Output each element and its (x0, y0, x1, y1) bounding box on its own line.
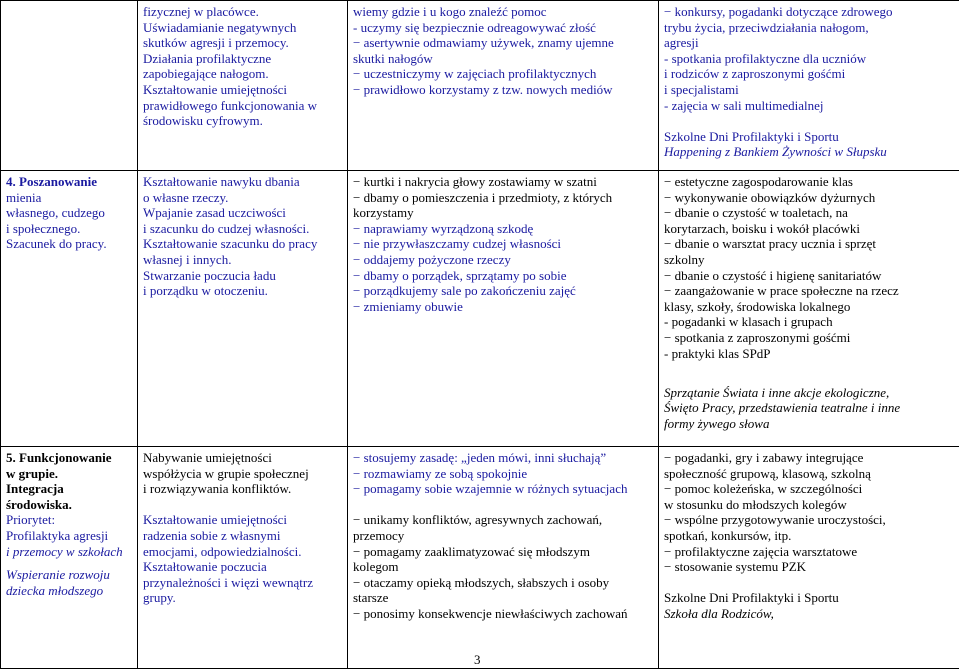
text-line: Kształtowanie poczucia (143, 559, 342, 575)
text-line: Kształtowanie nawyku dbania (143, 174, 342, 190)
text-line: Priorytet: (6, 512, 132, 528)
text-line: − unikamy konfliktów, agresywnych zachowań, (353, 512, 653, 528)
text-line: i rozwiązywania konfliktów. (143, 481, 342, 497)
row3-priority (6, 512, 132, 559)
text-line: trybu życia, przeciwdziałania nałogom, (664, 20, 959, 36)
text-line: Kształtowanie umiejętności (143, 82, 342, 98)
text-line: − oddajemy pożyczone rzeczy (353, 252, 653, 268)
text-line: − ponosimy konsekwencje niewłaściwych zachowań (353, 606, 653, 622)
text-line: − spotkania z zaproszonymi gośćmi (664, 330, 959, 346)
text-line: środowisku cyfrowym. (143, 113, 342, 129)
text-line: skutki nałogów (353, 51, 653, 67)
text-line: Szacunek do pracy. (6, 236, 132, 252)
text-line: Nabywanie umiejętności (143, 450, 342, 466)
text-line: Stwarzanie poczucia ładu (143, 268, 342, 284)
row1-effects-cell (348, 1, 659, 171)
text-line: − dbamy o porządek, sprzątamy po sobie (353, 268, 653, 284)
text-line: skutków agresji i przemocy. (143, 35, 342, 51)
text-line: emocjami, odpowiedzialności. (143, 544, 342, 560)
text-line: i społecznego. (6, 221, 132, 237)
text-line: agresji (664, 35, 959, 51)
text-line: - praktyki klas SPdP (664, 346, 959, 362)
text-line: Szkolne Dni Profilaktyki i Sportu (664, 590, 959, 606)
text-line: − pomagamy zaaklimatyzować się młodszym (353, 544, 653, 560)
text-line: przynależności i więzi wewnątrz (143, 575, 342, 591)
row3-forms-cell (659, 447, 959, 669)
text-line: − nie przywłaszczamy cudzej własności (353, 236, 653, 252)
text-line: radzenia sobie z własnymi (143, 528, 342, 544)
page-number: 3 (474, 652, 481, 667)
table-row (1, 171, 959, 447)
text-line: kolegom (353, 559, 653, 575)
text-line: Wspieranie rozwoju (6, 567, 132, 583)
text-line: Szkolne Dni Profilaktyki i Sportu (664, 129, 959, 145)
text-line: i porządku w otoczeniu. (143, 283, 342, 299)
text-line: − stosujemy zasadę: „jeden mówi, inni słuchają” (353, 450, 653, 466)
text-line: Działania profilaktyczne (143, 51, 342, 67)
text-line: o własne rzeczy. (143, 190, 342, 206)
row1-forms-cell (659, 1, 959, 171)
table-row (1, 1, 959, 171)
text-line: - zajęcia w sali multimedialnej (664, 98, 959, 114)
row3-effects-cell (348, 447, 659, 669)
text-line: Święto Pracy, przedstawienia teatralne i inne (664, 400, 959, 416)
text-line: − otaczamy opieką młodszych, słabszych i osoby (353, 575, 653, 591)
text-line: własnego, cudzego (6, 205, 132, 221)
row3-effects-a (353, 450, 653, 497)
text-line: 4. Poszanowanie (6, 174, 132, 190)
row1-forms-list (664, 4, 959, 113)
text-line: Kształtowanie umiejętności (143, 512, 342, 528)
text-line: − wykonywanie obowiązków dyżurnych (664, 190, 959, 206)
text-line: − zaangażowanie w prace społeczne na rzecz (664, 283, 959, 299)
text-line: w stosunku do młodszych kolegów (664, 497, 959, 513)
text-line: − asertywnie odmawiamy używek, znamy ujemne (353, 35, 653, 51)
text-line: − porządkujemy sale po zakończeniu zajęć (353, 283, 653, 299)
text-line: prawidłowego funkcjonowania w (143, 98, 342, 114)
text-line: zapobiegające nałogom. (143, 66, 342, 82)
text-line: przemocy (353, 528, 653, 544)
row3-tasks-a (143, 450, 342, 497)
text-line: − profilaktyczne zajęcia warsztatowe (664, 544, 959, 560)
text-line: − uczestniczymy w zajęciach profilaktycznych (353, 66, 653, 82)
text-line: korzystamy (353, 205, 653, 221)
text-line: Szkoła dla Rodziców, (664, 606, 959, 622)
text-line: − zmieniamy obuwie (353, 299, 653, 315)
text-line: i specjalistami (664, 82, 959, 98)
row3-tasks-b (143, 512, 342, 606)
row3-goal-cell (1, 447, 138, 669)
text-line: korytarzach, boisku i wokół placówki (664, 221, 959, 237)
row2-goal-cell (1, 171, 138, 447)
text-line: - spotkania profilaktyczne dla uczniów (664, 51, 959, 67)
table-row (1, 447, 959, 669)
text-line: Profilaktyka agresji (6, 528, 132, 544)
row3-tasks-cell (138, 447, 348, 669)
text-line: − dbanie o czystość i higienę sanitariatów (664, 268, 959, 284)
text-line: mienia (6, 190, 132, 206)
text-line: szkolny (664, 252, 959, 268)
row1-events (664, 129, 959, 160)
text-line: Uświadamianie negatywnych (143, 20, 342, 36)
text-line: Integracja (6, 481, 132, 497)
text-line: − dbanie o czystość w toaletach, na (664, 205, 959, 221)
row2-tasks-cell (138, 171, 348, 447)
text-line: − stosowanie systemu PZK (664, 559, 959, 575)
text-line: Wpajanie zasad uczciwości (143, 205, 342, 221)
text-line: - uczymy się bezpiecznie odreagowywać złość (353, 20, 653, 36)
text-line: - pogadanki w klasach i grupach (664, 314, 959, 330)
text-line: Happening z Bankiem Żywności w Słupsku (664, 144, 959, 160)
row2-events (664, 385, 959, 432)
text-line: 5. Funkcjonowanie (6, 450, 132, 466)
text-line: grupy. (143, 590, 342, 606)
text-line: − dbanie o warsztat pracy ucznia i sprzęt (664, 236, 959, 252)
text-line: dziecka młodszego (6, 583, 132, 599)
text-line: środowiska. (6, 497, 132, 513)
text-line: Kształtowanie szacunku do pracy (143, 236, 342, 252)
text-line: w grupie. (6, 466, 132, 482)
row3-events (664, 590, 959, 621)
row2-forms-list (664, 174, 959, 361)
text-line: − prawidłowo korzystamy z tzw. nowych mediów (353, 82, 653, 98)
row3-effects-b (353, 512, 653, 621)
text-line: − konkursy, pogadanki dotyczące zdrowego (664, 4, 959, 20)
text-line: − pogadanki, gry i zabawy integrujące (664, 450, 959, 466)
text-line: − pomoc koleżeńska, w szczególności (664, 481, 959, 497)
row1-goal-cell (1, 1, 138, 171)
text-line: − pomagamy sobie wzajemnie w różnych sytuacjach (353, 481, 653, 497)
text-line: − dbamy o pomieszczenia i przedmioty, z których (353, 190, 653, 206)
text-line: spotkań, konkursów, itp. (664, 528, 959, 544)
text-line: − kurtki i nakrycia głowy zostawiamy w szatni (353, 174, 653, 190)
text-line: i rodziców z zaproszonymi gośćmi (664, 66, 959, 82)
row2-effects-cell (348, 171, 659, 447)
text-line: i szacunku do cudzej własności. (143, 221, 342, 237)
text-line: starsze (353, 590, 653, 606)
text-line: własnej i innych. (143, 252, 342, 268)
text-line: formy żywego słowa (664, 416, 959, 432)
row3-support (6, 567, 132, 598)
text-line: Sprzątanie Świata i inne akcje ekologiczne, (664, 385, 959, 401)
row3-goal-title (6, 450, 132, 512)
row2-forms-cell (659, 171, 959, 447)
text-line: − wspólne przygotowywanie uroczystości, (664, 512, 959, 528)
text-line: wiemy gdzie i u kogo znaleźć pomoc (353, 4, 653, 20)
row1-tasks-cell (138, 1, 348, 171)
text-line: współżycia w grupie społecznej (143, 466, 342, 482)
text-line: − estetyczne zagospodarowanie klas (664, 174, 959, 190)
text-line: klasy, szkoły, środowiska lokalnego (664, 299, 959, 315)
text-line: fizycznej w placówce. (143, 4, 342, 20)
text-line: i przemocy w szkołach (6, 544, 132, 560)
text-line: − rozmawiamy ze sobą spokojnie (353, 466, 653, 482)
text-line: − naprawiamy wyrządzoną szkodę (353, 221, 653, 237)
text-line: społeczność grupową, klasową, szkolną (664, 466, 959, 482)
row3-forms-list (664, 450, 959, 575)
